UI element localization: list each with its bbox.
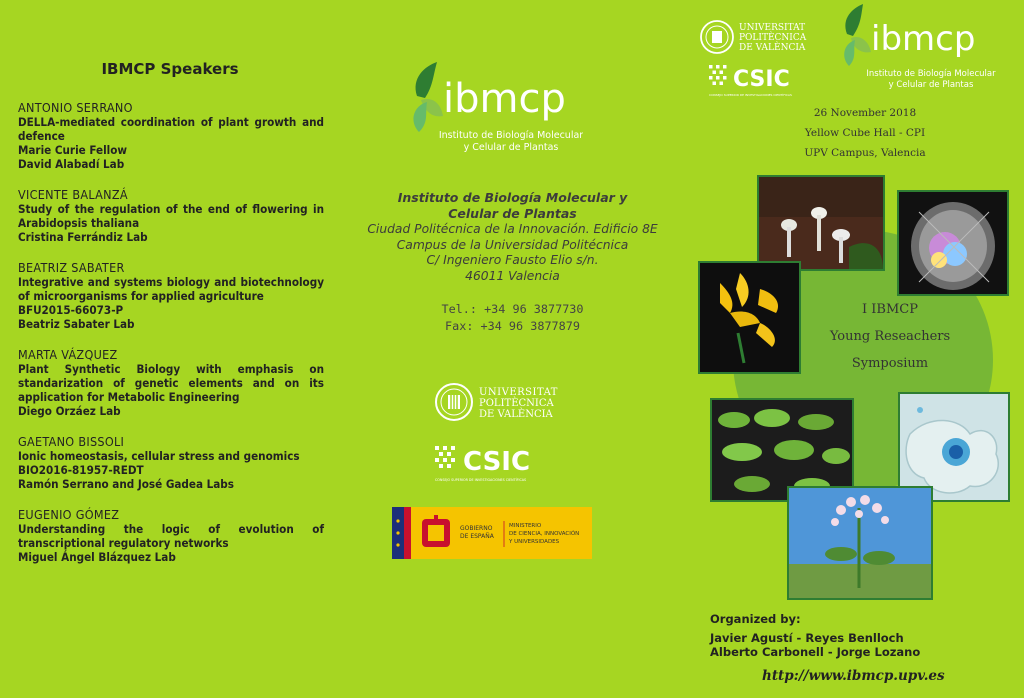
coat-of-arms-icon (422, 515, 450, 547)
website-link[interactable]: http://www.ibmcp.upv.es (762, 668, 945, 684)
upv-seal-icon (701, 21, 733, 53)
speaker-entry (18, 348, 324, 418)
csic-logo-text: CSIC (733, 67, 790, 92)
address-line: C/ Ingeniero Fausto Elio s/n. (426, 253, 599, 267)
csic-logo-subtext: CONSEJO SUPERIOR DE INVESTIGACIONES CIENTÍFICAS (709, 93, 792, 97)
upv-logo (700, 19, 820, 55)
ibmcp-wordmark: ibmcp (443, 76, 566, 122)
ministerio-text: DE CIENCIA, INNOVACIÓN (509, 531, 580, 537)
upv-seal-icon (436, 384, 472, 420)
csic-logo (707, 61, 819, 99)
speaker-lab: Ramón Serrano and José Gadea Labs (18, 477, 234, 491)
institute-panel (340, 0, 685, 698)
speaker-name: MARTA VÁZQUEZ (18, 347, 118, 362)
ibmcp-logo (403, 60, 583, 160)
institute-name-line: Instituto de Biología Molecular y (397, 190, 628, 205)
ibmcp-subtitle: Instituto de Biología Molecular (866, 69, 996, 79)
speaker-entry (18, 261, 324, 331)
institute-contact (340, 301, 685, 335)
speaker-lab: Diego Orzáez Lab (18, 404, 121, 418)
speaker-name: EUGENIO GÓMEZ (18, 507, 120, 522)
speaker-name: BEATRIZ SABATER (18, 260, 125, 275)
speaker-entry (18, 435, 324, 491)
speaker-entry (18, 188, 324, 244)
organizers-line: Javier Agustí - Reyes Benlloch (710, 631, 904, 645)
photo-yellow-flower (698, 261, 801, 374)
event-campus: UPV Campus, Valencia (804, 147, 926, 159)
csic-emblem-icon (435, 446, 455, 468)
csic-emblem-icon (709, 65, 727, 85)
speaker-topic: Study of the regulation of the end of flowering in Arabidopsis thaliana (18, 202, 324, 230)
gobierno-logo (392, 507, 592, 559)
photo-microscopy-leaf (897, 190, 1009, 296)
phone-number: Tel.: +34 96 3877730 (441, 302, 584, 316)
upv-logo (435, 382, 575, 422)
address-line: 46011 Valencia (465, 268, 560, 283)
cover-panel (685, 0, 1024, 698)
ministerio-text: Y UNIVERSIDADES (509, 539, 560, 545)
speaker-entry (18, 101, 324, 171)
upv-logo-text: POLITÈCNICA (479, 398, 554, 409)
leaf-icon (844, 4, 871, 66)
fax-number: Fax: +34 96 3877879 (445, 319, 580, 333)
photo-ghost-plant (757, 175, 885, 271)
address-line: Campus de la Universidad Politécnica (396, 237, 629, 252)
upv-logo-text: UNIVERSITAT (739, 23, 806, 33)
ibmcp-subtitle: Instituto de Biología Molecular (438, 130, 583, 141)
gobierno-text: DE ESPAÑA (460, 533, 494, 540)
speaker-name: VICENTE BALANZÁ (18, 187, 128, 202)
symposium-line: Symposium (851, 356, 929, 371)
upv-logo-text: DE VALÈNCIA (739, 43, 806, 53)
institute-name (340, 190, 685, 222)
ibmcp-logo (835, 2, 1000, 94)
speaker-topic: Ionic homeostasis, cellular stress and genomics (18, 449, 300, 463)
event-info (760, 103, 970, 163)
speaker-topic: Understanding the logic of evolution of transcriptional regulatory networks (18, 522, 324, 550)
symposium-title (815, 296, 965, 377)
photo-tobacco-plant (787, 486, 933, 600)
ministerio-text: MINISTERIO (509, 523, 542, 529)
speaker-name: GAETANO BISSOLI (18, 434, 125, 449)
organizers-line: Alberto Carbonell - Jorge Lozano (710, 645, 921, 659)
speaker-lab: David Alabadí Lab (18, 157, 125, 171)
speaker-lab: Beatriz Sabater Lab (18, 317, 135, 331)
symposium-line: I IBMCP (862, 302, 918, 317)
leaf-icon (413, 62, 443, 132)
institute-name-line: Celular de Plantas (448, 206, 577, 221)
ibmcp-subtitle: y Celular de Plantas (463, 142, 559, 153)
speaker-lab: Cristina Ferrándiz Lab (18, 230, 148, 244)
speaker-topic: Integrative and systems biology and biotechnology of microorganisms for applied agriculture (18, 275, 324, 303)
speaker-extra: Marie Curie Fellow (18, 143, 128, 157)
speaker-name: ANTONIO SERRANO (18, 100, 133, 115)
speaker-extra: BFU2015-66073-P (18, 303, 124, 317)
upv-logo-text: POLITÈCNICA (739, 33, 807, 43)
speaker-lab: Miguel Ángel Blázquez Lab (18, 550, 176, 564)
upv-logo-text: UNIVERSITAT (479, 387, 558, 398)
speakers-title: IBMCP Speakers (101, 60, 239, 78)
institute-address (340, 222, 685, 284)
speaker-topic: DELLA-mediated coordination of plant growth and defence (18, 115, 324, 143)
speaker-topic: Plant Synthetic Biology with emphasis on standarization of genetic elements and on its application for Metabolic Engineering (18, 362, 324, 404)
event-date: 26 November 2018 (813, 107, 917, 119)
csic-logo-subtext: CONSEJO SUPERIOR DE INVESTIGACIONES CIENTÍFICAS (435, 478, 527, 482)
speaker-entry (18, 508, 324, 564)
ibmcp-wordmark: ibmcp (871, 19, 976, 59)
address-line: Ciudad Politécnica de la Innovación. Edificio 8E (367, 222, 658, 236)
gobierno-text: GOBIERNO (460, 525, 493, 532)
symposium-line: Young Reseachers (829, 329, 951, 344)
csic-logo-text: CSIC (463, 447, 531, 477)
ibmcp-subtitle: y Celular de Plantas (888, 80, 974, 90)
upv-logo-text: DE VALÈNCIA (479, 409, 553, 420)
organized-by-title: Organized by: (710, 612, 801, 626)
csic-logo (433, 442, 563, 484)
event-venue: Yellow Cube Hall - CPI (804, 127, 926, 139)
organizers (710, 631, 950, 659)
speakers-panel (0, 0, 340, 698)
speaker-extra: BIO2016-81957-REDT (18, 463, 144, 477)
